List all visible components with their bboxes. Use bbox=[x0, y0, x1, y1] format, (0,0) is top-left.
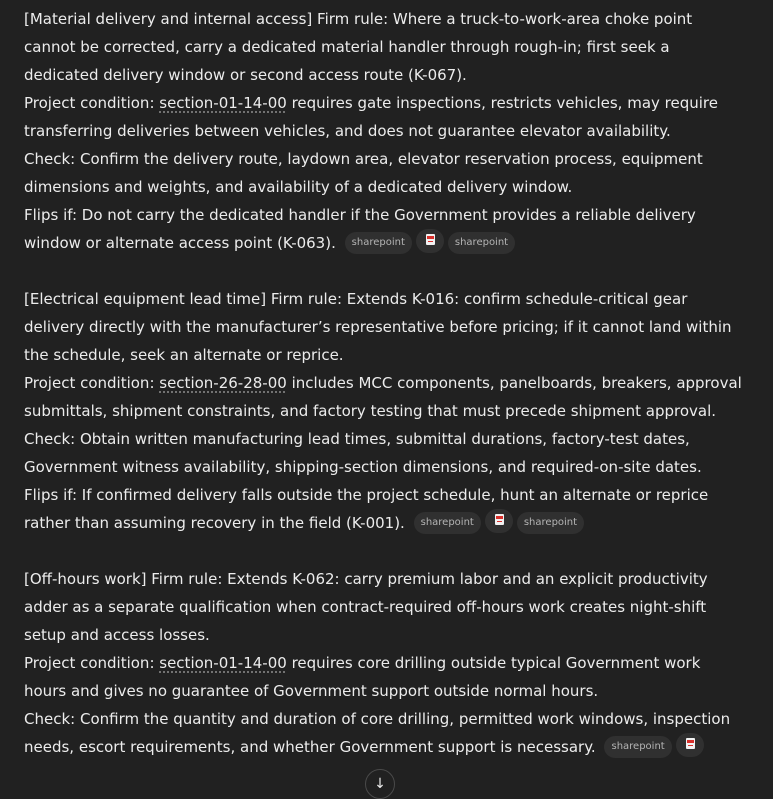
check-text: Check: Confirm the delivery route, laydown area, elevator reservation process, equipment dimensions and weights, and availability of a dedicated delivery window. bbox=[24, 150, 703, 196]
section-reference-link[interactable]: section-01-14-00 bbox=[159, 654, 287, 672]
check-text bbox=[24, 705, 744, 761]
condition-label: Project condition: bbox=[24, 374, 160, 392]
condition-label: Project condition: bbox=[24, 94, 160, 112]
rule-block-off-hours-work bbox=[24, 565, 744, 761]
rule-block-material-delivery bbox=[24, 5, 744, 257]
arrow-down-icon: ↓ bbox=[374, 776, 386, 792]
source-chip-pdf[interactable] bbox=[676, 733, 704, 757]
condition-text: includes MCC components, panelboards, breakers, approval submittals, shipment constraints, and factory testing that must precede shipment approval. bbox=[24, 374, 742, 420]
message-content bbox=[24, 5, 744, 789]
project-condition bbox=[24, 649, 744, 705]
section-reference-link[interactable]: section-01-14-00 bbox=[159, 94, 287, 112]
source-chip-sharepoint[interactable]: sharepoint bbox=[517, 512, 584, 534]
source-chip-sharepoint[interactable]: sharepoint bbox=[604, 736, 671, 758]
firm-rule: [Material delivery and internal access] Firm rule: Where a truck-to-work-area choke point cannot be corrected, carry a dedicated material handler through rough-in; first seek a dedicated delivery window or second access route (K-067). bbox=[24, 10, 693, 84]
rule-block-electrical-lead-time bbox=[24, 285, 744, 537]
flips-text bbox=[24, 201, 744, 257]
project-condition bbox=[24, 369, 744, 425]
check-content: Check: Confirm the quantity and duration of core drilling, permitted work windows, inspection needs, escort requirements, and whether Government support is necessary. bbox=[24, 710, 731, 756]
source-chip-sharepoint[interactable]: sharepoint bbox=[345, 232, 412, 254]
flips-content: Flips if: If confirmed delivery falls outside the project schedule, hunt an alternate or reprice rather than assuming recovery in the field (K-001). bbox=[24, 486, 709, 532]
flips-content: Flips if: Do not carry the dedicated handler if the Government provides a reliable delivery window or alternate access point (K-063). bbox=[24, 206, 696, 252]
source-chip-sharepoint[interactable]: sharepoint bbox=[414, 512, 481, 534]
check-text: Check: Obtain written manufacturing lead times, submittal durations, factory-test dates, Government witness availability, shipping-section dimensions, and required-on-site dates. bbox=[24, 430, 702, 476]
project-condition bbox=[24, 89, 744, 145]
flips-text bbox=[24, 481, 744, 537]
condition-text: requires core drilling outside typical Government work hours and gives no guarantee of Government support outside normal hours. bbox=[24, 654, 701, 700]
section-reference-link[interactable]: section-26-28-00 bbox=[159, 374, 287, 392]
condition-label: Project condition: bbox=[24, 654, 160, 672]
pdf-icon bbox=[686, 738, 695, 749]
scroll-to-bottom-button[interactable] bbox=[365, 769, 395, 799]
firm-rule: [Off-hours work] Firm rule: Extends K-062: carry premium labor and an explicit productivity adder as a separate qualification when contract-required off-hours work creates night-shift setup and access losses. bbox=[24, 570, 708, 644]
source-chip-pdf[interactable] bbox=[485, 509, 513, 533]
pdf-icon bbox=[495, 514, 504, 525]
firm-rule: [Electrical equipment lead time] Firm rule: Extends K-016: confirm schedule-critical gear delivery directly with the manufacturer’s representative before pricing; if it cannot land within the schedule, seek an alternate or reprice. bbox=[24, 290, 732, 364]
source-chip-sharepoint[interactable]: sharepoint bbox=[448, 232, 515, 254]
condition-text: requires gate inspections, restricts vehicles, may require transferring deliveries between vehicles, and does not guarantee elevator availability. bbox=[24, 94, 718, 140]
pdf-icon bbox=[426, 234, 435, 245]
source-chip-pdf[interactable] bbox=[416, 229, 444, 253]
